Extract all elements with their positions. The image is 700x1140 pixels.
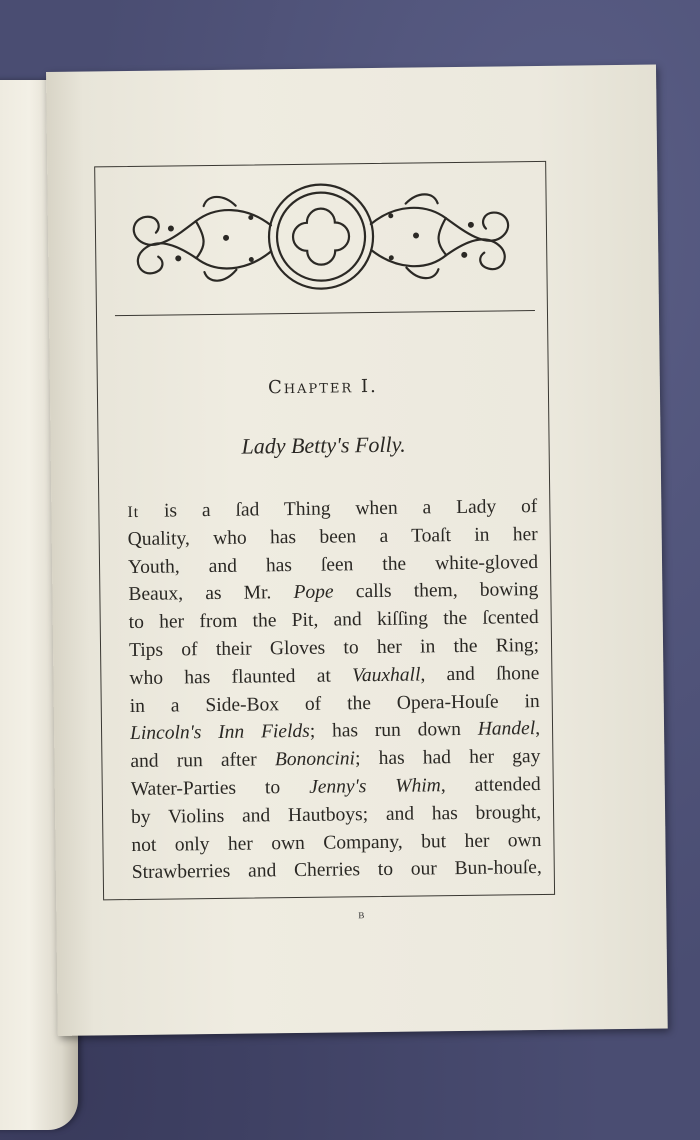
chapter-title: Lady Betty's Folly. bbox=[241, 431, 406, 459]
text-segment: , and ſhone bbox=[420, 662, 540, 686]
text-segment: , bbox=[535, 718, 541, 740]
text-segment: in a Side-Box of the Opera-Houſe in bbox=[129, 690, 540, 717]
headpiece-left-leaf-top bbox=[204, 197, 236, 206]
text-line bbox=[132, 857, 542, 890]
ornamental-headpiece bbox=[95, 162, 547, 315]
text-segment: Pope bbox=[293, 581, 334, 604]
headpiece-left-crossing bbox=[196, 221, 204, 258]
headpiece-ring bbox=[268, 184, 373, 289]
body-text bbox=[127, 496, 542, 890]
text-segment: Handel bbox=[477, 718, 536, 741]
headpiece-right-leaf-bottom bbox=[406, 267, 438, 278]
text-segment: Tips of their Gloves to her in the Ring; bbox=[128, 635, 540, 662]
signature-mark: B bbox=[358, 910, 365, 921]
text-segment: and run after bbox=[130, 749, 276, 773]
text-segment: by Violins and Hautboys; and has brought, bbox=[130, 801, 542, 828]
headpiece-quatrefoil bbox=[293, 208, 350, 265]
text-segment: , attended bbox=[440, 773, 541, 797]
text-segment: Youth, and has ſeen the white-gloved bbox=[127, 551, 539, 578]
text-segment: ; has had her gay bbox=[354, 746, 541, 770]
text-segment: ; has run down bbox=[309, 719, 478, 743]
text-segment: who has flaunted at bbox=[129, 665, 353, 689]
text-segment: Beaux, as Mr. bbox=[128, 582, 294, 606]
headpiece-inner-ring bbox=[276, 192, 365, 281]
headpiece-right-leaf-top bbox=[406, 194, 438, 203]
text-segment: not only her own Company, but her own bbox=[131, 829, 542, 856]
text-segment: Lincoln's Inn Fields bbox=[129, 721, 310, 745]
headpiece-left-leaf-bottom bbox=[204, 270, 236, 281]
text-segment: Water-Parties to bbox=[130, 776, 310, 800]
headpiece-left-scroll-upper bbox=[134, 210, 272, 246]
chapter-heading: Chapter I. bbox=[267, 375, 378, 399]
text-segment: is a ſad Thing when a Lady of bbox=[139, 496, 538, 522]
text-segment: Jenny's Whim bbox=[309, 775, 441, 798]
text-segment: Bononcini bbox=[274, 748, 356, 771]
page-border-frame bbox=[94, 161, 555, 900]
text-segment: Quality, who has been a Toaſt in her bbox=[127, 523, 538, 550]
headpiece-right-scroll-lower bbox=[371, 239, 505, 271]
text-segment: Vauxhall bbox=[352, 664, 421, 687]
book-page bbox=[46, 65, 668, 1036]
text-segment: Strawberries and Cherries to our Bun-houſe, bbox=[131, 857, 542, 884]
text-segment: It bbox=[127, 503, 140, 522]
text-segment: calls them, bowing bbox=[333, 579, 539, 603]
text-segment: to her from the Pit, and kiſſing the ſcented bbox=[128, 607, 539, 634]
headpiece-right-crossing bbox=[438, 218, 446, 255]
